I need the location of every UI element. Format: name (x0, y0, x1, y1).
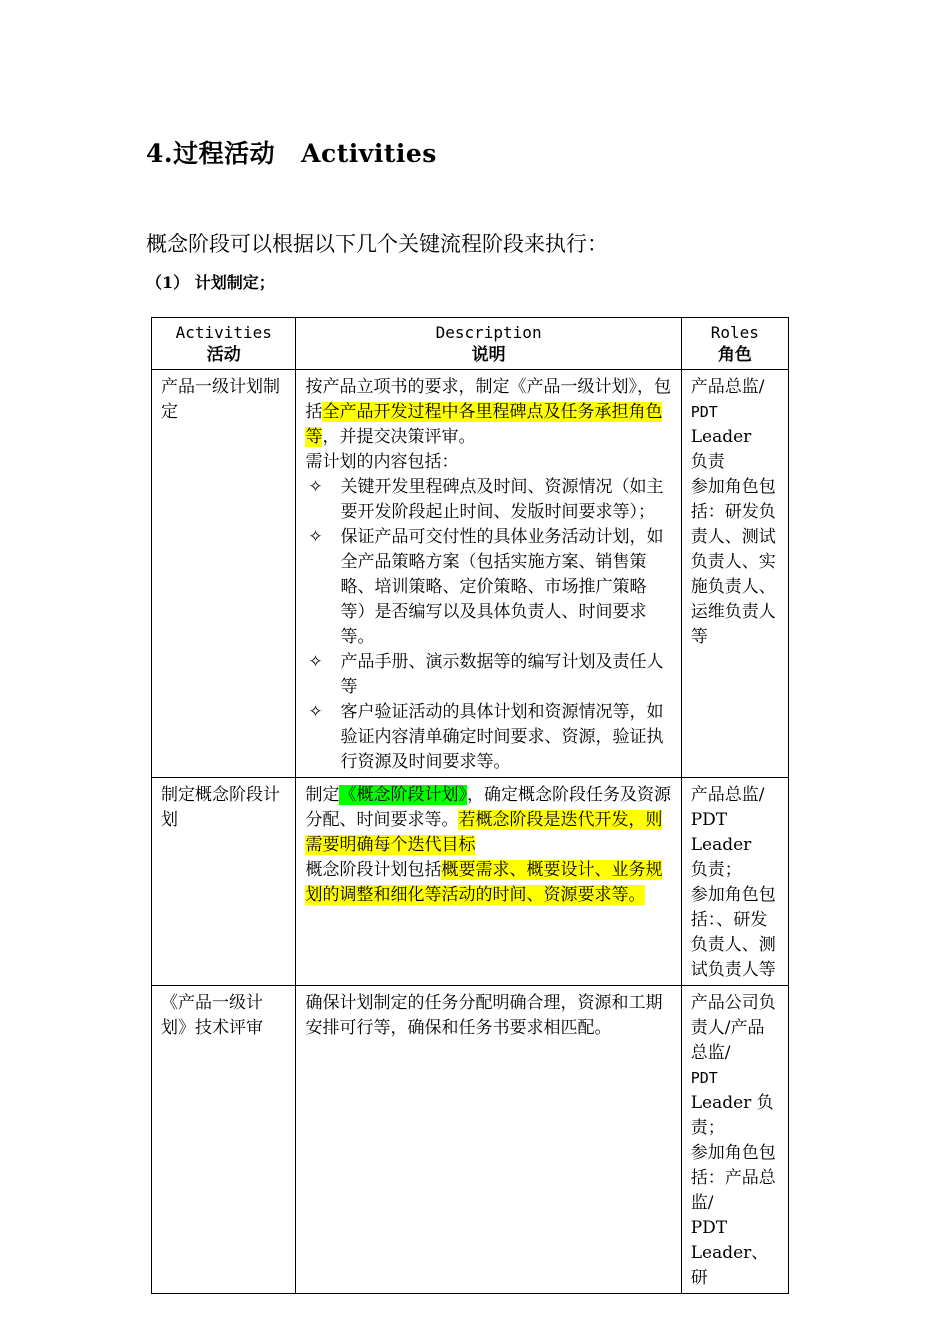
role-text: 参加角色包括：、研发负责人、测试负责人等 (690, 885, 776, 980)
header-en: Description (435, 323, 542, 342)
list-item-text: 产品手册、演示数据等的编写计划及责任人等 (340, 652, 664, 697)
role-text: Leader 负责； (690, 1093, 774, 1138)
roles-cell (681, 986, 788, 1294)
desc-highlight-green: 《概念阶段计划》 (339, 785, 467, 805)
roles-cell (681, 370, 788, 778)
activity-cell: 《产品一级计划》技术评审 (152, 986, 296, 1294)
table-row (152, 986, 789, 1294)
desc-text: 概念阶段计划包括 (305, 860, 442, 880)
desc-highlight: 若概念阶段是迭代开发，则需要明确每个迭代目标 (305, 810, 663, 855)
diamond-bullet-icon: ✧ (308, 702, 323, 722)
role-text: 产品总监/ (690, 785, 765, 805)
header-activities (152, 318, 296, 370)
heading-number: 4. (146, 139, 174, 168)
header-en: Activities (175, 323, 272, 342)
list-item-text: 客户验证活动的具体计划和资源情况等，如验证内容清单确定时间要求、资源，验证执行资源及时间要求等。 (340, 702, 664, 772)
desc-text: ，确定概念阶段任务及资源分配、时间要求等。 (305, 785, 671, 830)
role-text: 参加角色包括：研发负责人、测试负责人、实施负责人、运维负责人等 (690, 477, 776, 647)
header-description (296, 318, 681, 370)
bullet-list (305, 475, 671, 775)
header-zh: 角色 (717, 345, 752, 365)
table-row (152, 370, 789, 778)
heading-title-zh: 过程活动 (173, 139, 276, 168)
activity-cell: 产品一级计划制定 (152, 370, 296, 778)
role-text: 产品总监/ (690, 377, 765, 397)
role-text: PDT (690, 403, 718, 421)
list-item-text: 关键开发里程碑点及时间、资源情况（如主要开发阶段起止时间、发版时间要求等）； (340, 477, 664, 522)
description-cell (296, 370, 681, 778)
header-zh: 活动 (206, 345, 241, 365)
list-item (305, 475, 671, 525)
description-cell: 确保计划制定的任务分配明确合理，资源和工期安排可行等，确保和任务书要求相匹配。 (296, 986, 681, 1294)
desc-text: 制定 (305, 785, 340, 805)
desc-text: 需计划的内容包括： (305, 452, 459, 472)
roles-cell (681, 778, 788, 986)
table-row (152, 778, 789, 986)
diamond-bullet-icon: ✧ (308, 477, 323, 497)
header-zh: 说明 (471, 345, 506, 365)
heading-title-en: Activities (301, 139, 437, 168)
list-item-text: 保证产品可交付性的具体业务活动计划，如全产品策略方案（包括实施方案、销售策略、培训策略、定价策略、市场推广策略等）是否编写以及具体负责人、时间要求等。 (340, 527, 664, 647)
list-item (305, 650, 671, 700)
desc-text: ，并提交决策评审。 (322, 427, 476, 447)
desc-highlight: 概要需求、概要设计、业务规划的调整和细化等活动的时间、资源要求等。 (305, 860, 663, 905)
diamond-bullet-icon: ✧ (308, 652, 323, 672)
list-item (305, 525, 671, 650)
activity-cell: 制定概念阶段计划 (152, 778, 296, 986)
role-text: 参加角色包括：产品总监/ (690, 1143, 776, 1213)
header-en: Roles (710, 323, 759, 342)
role-text: Leader 负责 (690, 427, 769, 472)
desc-text: 按产品立项书的要求，制定《产品一级计划》，包括 (305, 377, 671, 422)
header-roles (681, 318, 788, 370)
role-text: 负责； (690, 860, 742, 880)
role-text: 产品公司负责人/产品总监/ (690, 993, 776, 1063)
role-text: Leader、研 (690, 1243, 769, 1288)
description-cell (296, 778, 681, 986)
role-text: PDT (690, 1218, 728, 1238)
role-text: PDT Leader (690, 810, 752, 855)
intro-paragraph: 概念阶段可以根据以下几个关键流程阶段来执行： (146, 232, 608, 256)
subheading: （1） 计划制定； (146, 273, 275, 292)
diamond-bullet-icon: ✧ (308, 527, 323, 547)
section-heading (146, 134, 437, 170)
role-text: PDT (690, 1069, 718, 1087)
activities-table (151, 317, 789, 1294)
list-item (305, 700, 671, 775)
table-header-row (152, 318, 789, 370)
desc-highlight: 全产品开发过程中各里程碑点及任务承担角色等 (305, 402, 663, 447)
